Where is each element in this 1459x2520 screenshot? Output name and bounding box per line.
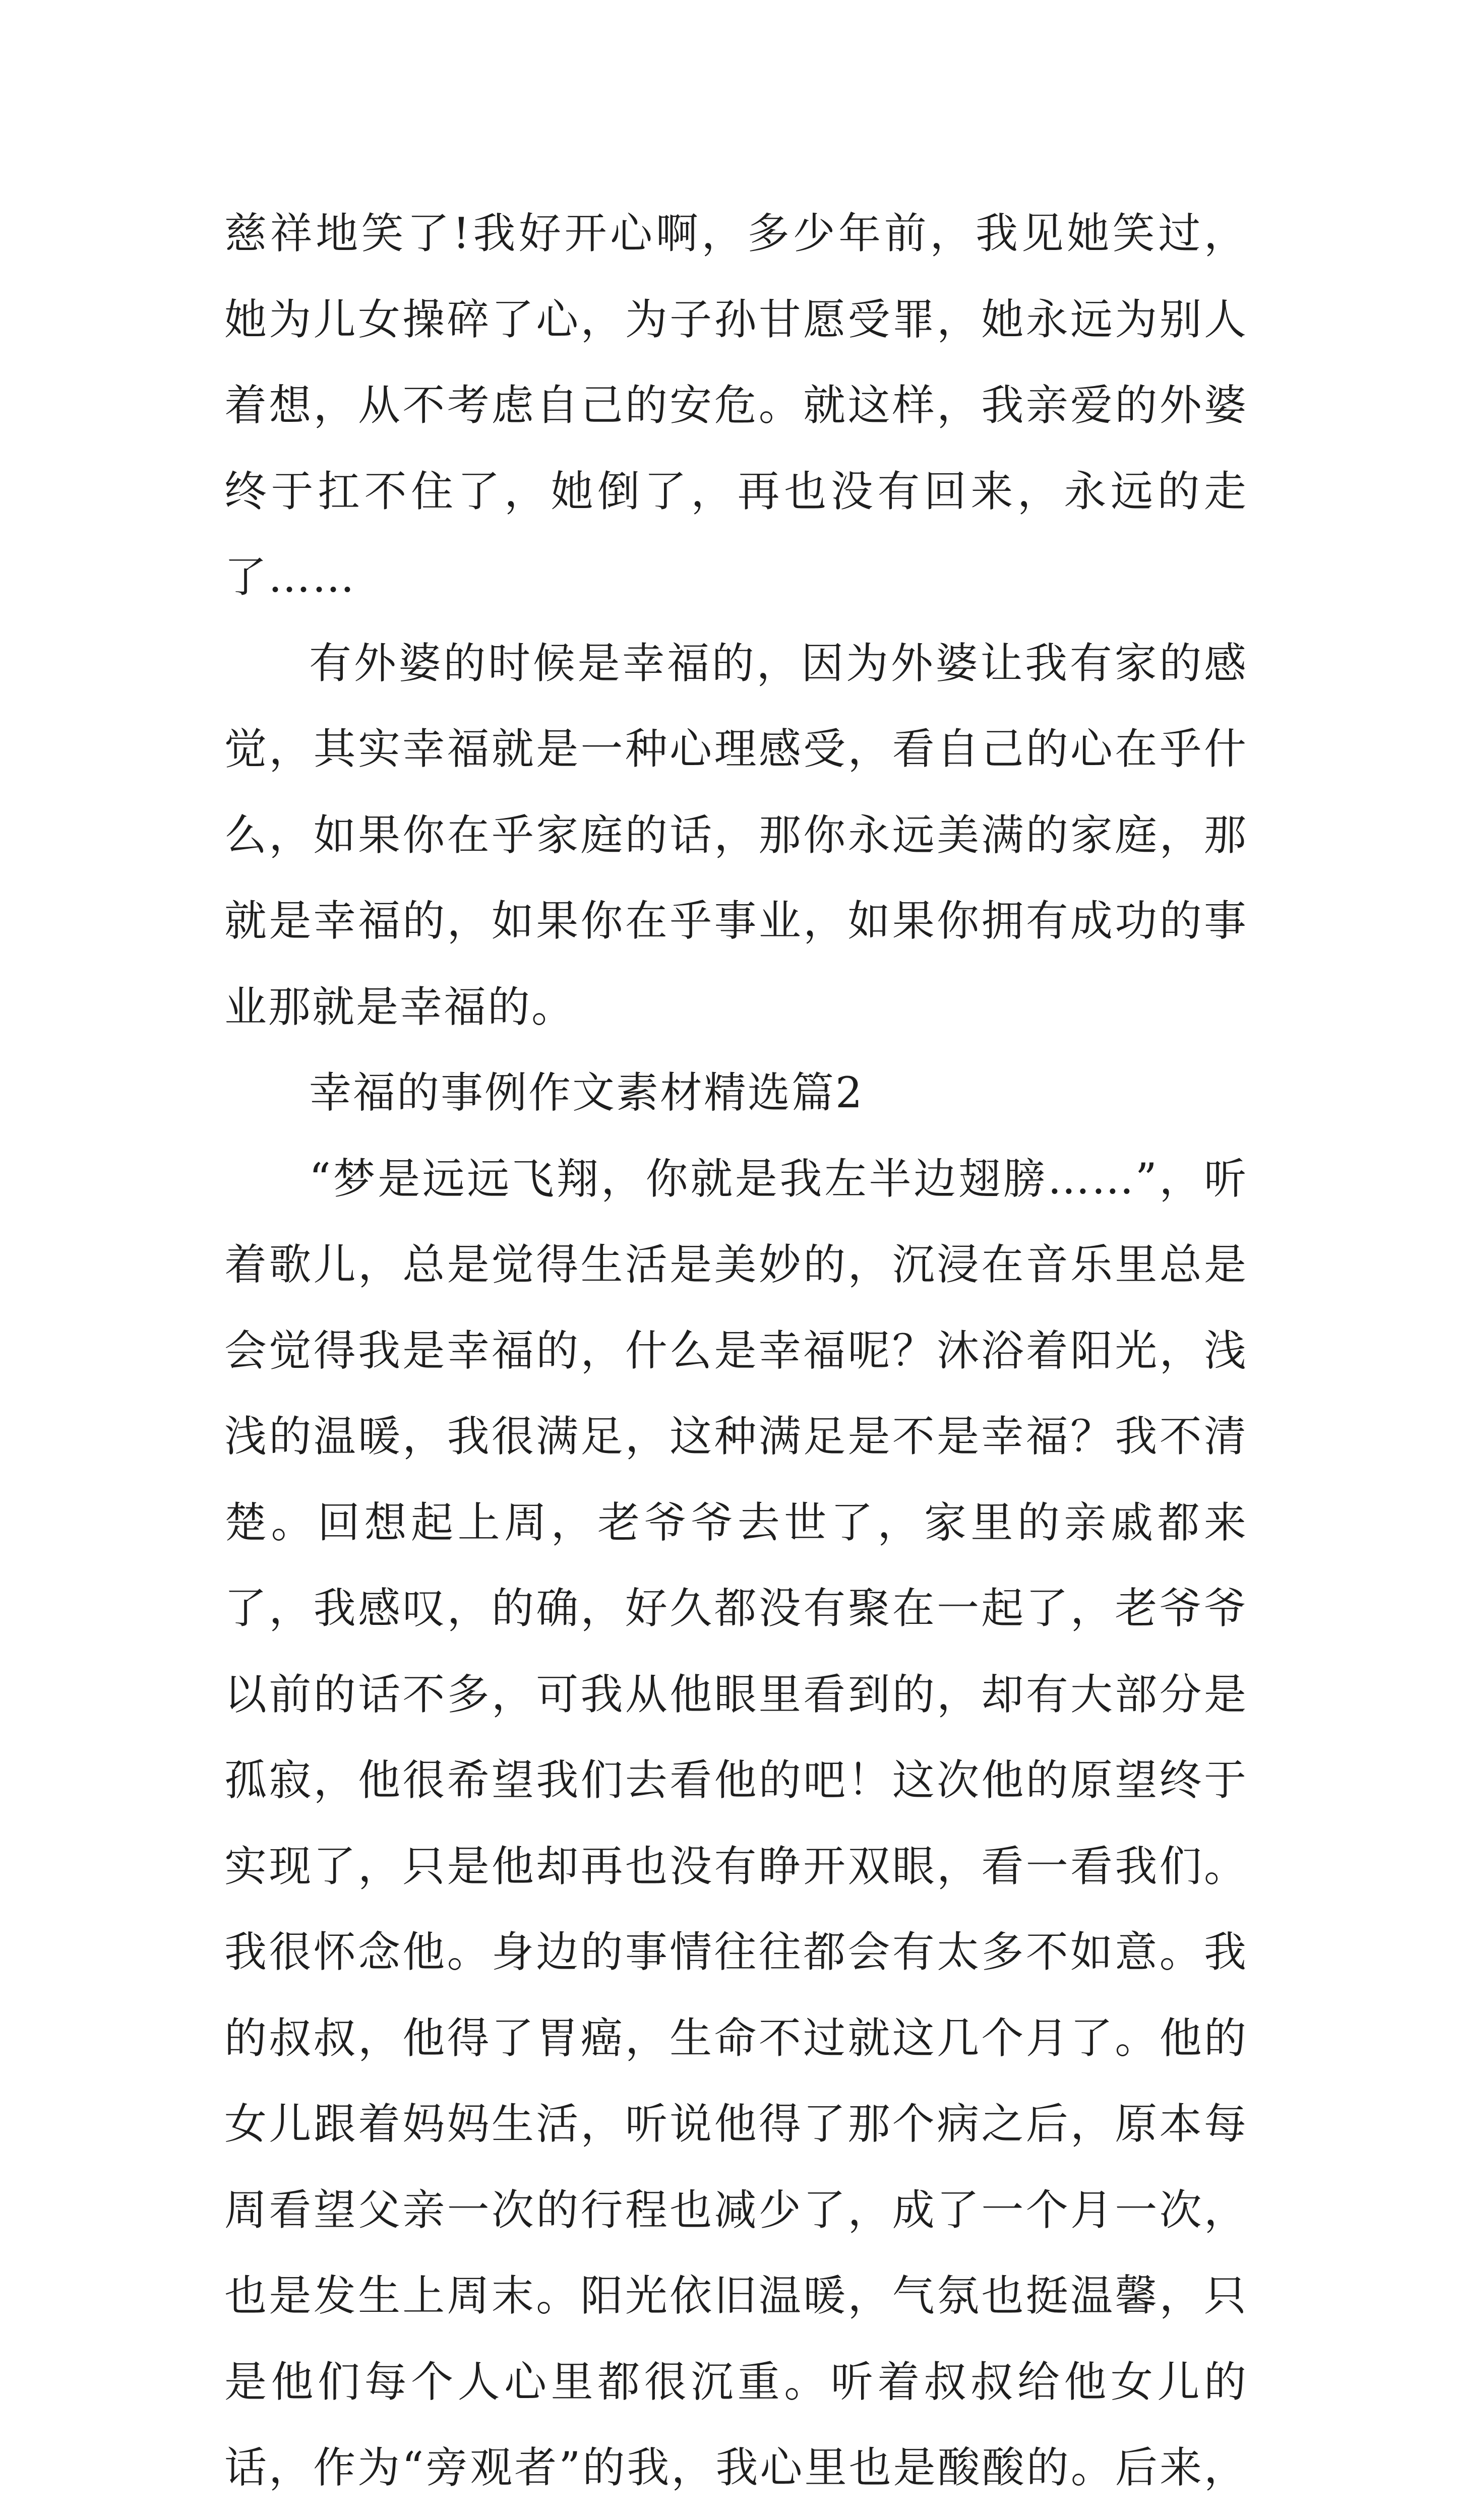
paragraph-happiness-feeling: 有外婆的时候是幸福的，因为外婆让我有家的感觉，其实幸福就是一种心理感受，看自己的心在乎什么，如果你在乎家庭的话，那你永远美满的家庭，那就是幸福的，如果你在乎事业，如果你拥有成功的事业那就是幸福的。 xyxy=(224,620,1248,1050)
body-text xyxy=(224,191,1248,2520)
paragraph-dream-song: “梦是远远飞翔，你就是我左半边翅膀……”，听着歌儿，总是觉得生活是美妙的，沉浸在音乐里总是会觉得我是幸福的，什么是幸福呢？沐浴着阳光，浅浅的温暖，我很满足，这种满足是不是幸福？我不清楚。回想起上周，老爷爷去世了，家里的亲戚都来了，我感叹，的确，好久都没有聚在一起了，老爷爷以前的话不多，可我从他眼里看到的，却有大部分是孤寂，他很希望我们去看他的吧！这次他的原望终于实现了，只是他却再也没有睁开双眼，看一看我们。我很怀念他。身边的事情往往都会有太多不如意。我的叔叔，他得了胃癌，生命不过就这几个月了。他的女儿跟着妈妈生活，听说他得了那个病之后，原本每周看望父亲一次的行程也减少了，成了一个月一次，也是发生上周末。阳光依旧温暖，气氛也挺温馨，只是他们每个人心里都很沉重。听着叔叔给他女儿的话，作为“旁观者”的我，我心里也是酸酸的。后来， xyxy=(224,1136,1248,2520)
paragraph-continuation: 慈祥地笑了!我好开心啊，多少年前，我见她笑过，她为儿女操碎了心，为子孙甘愿受罪，她永远为别人着想，从不考虑自己的安危。就这样，我亲爱的外婆终于扛不住了，她倒了，再也没有回来，永远的走了…… xyxy=(224,191,1248,620)
section-heading: 幸福的事例作文素材精选篇2 xyxy=(224,1050,1248,1136)
